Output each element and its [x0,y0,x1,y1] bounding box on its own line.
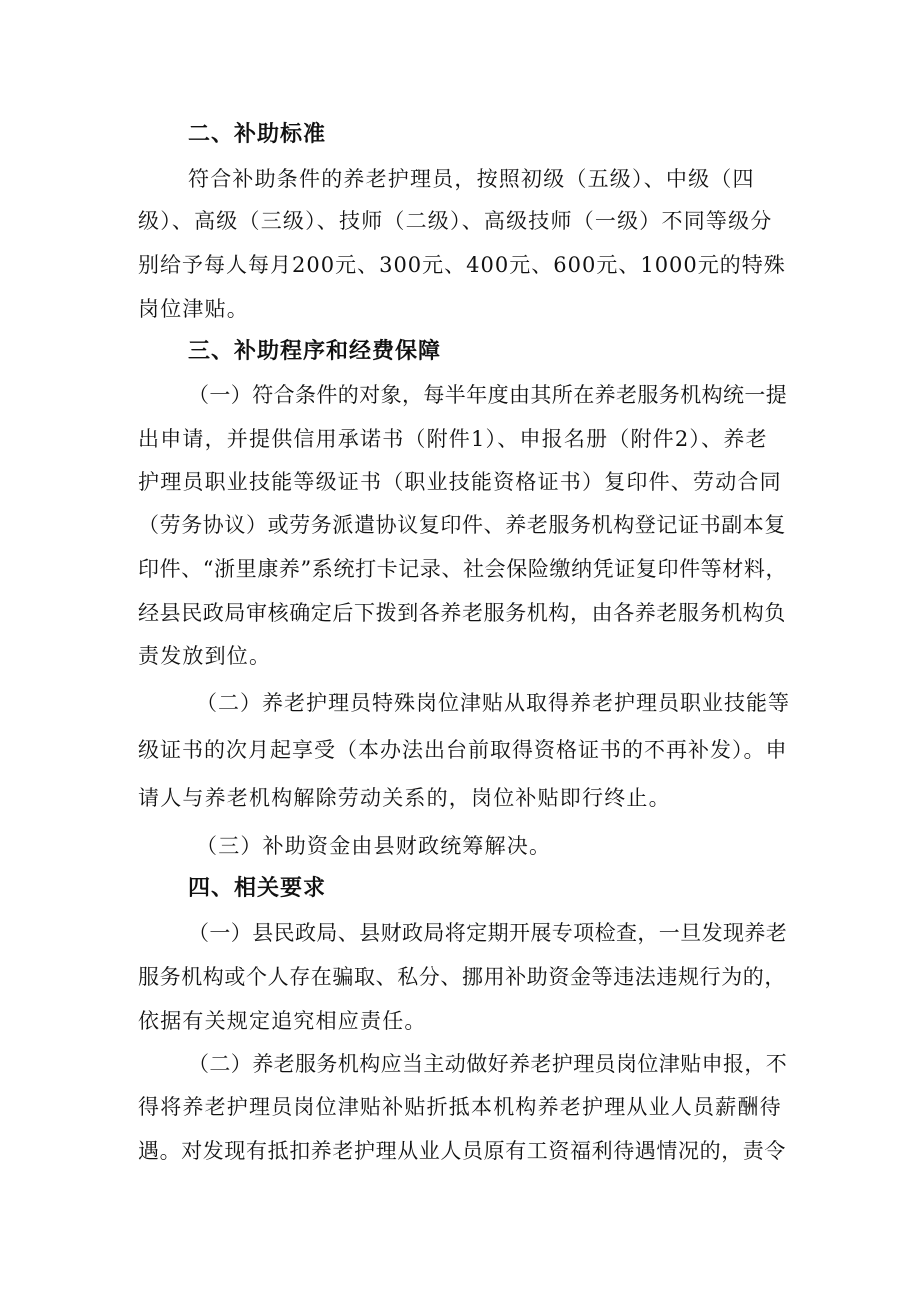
paragraph-line: 岗位津贴。 [138,297,249,321]
paragraph-line: 遇。对发现有抵扣养老护理从业人员原有工资福利待遇情况的，责令 [138,1139,786,1163]
paragraph-line: 出申请，并提供信用承诺书（附件1）、申报名册（附件2）、养老 [138,427,768,451]
section-heading-subsidy-standard: 二、补助标准 [188,122,327,147]
paragraph-line: 印件、“浙里康养”系统打卡记录、社会保险缴纳凭证复印件等材料， [138,557,788,581]
paragraph-line: 得将养老护理员岗位津贴补贴折抵本机构养老护理从业人员薪酬待 [138,1095,782,1119]
section-heading-procedure-funding: 三、补助程序和经费保障 [188,339,442,364]
section-heading-related-requirements: 四、相关要求 [188,876,327,901]
paragraph-line: （二）养老护理员特殊岗位津贴从取得养老护理员职业技能等 [196,691,790,715]
paragraph-line: （一）符合条件的对象，每半年度由其所在养老服务机构统一提 [188,383,788,407]
paragraph-line: 依据有关规定追究相应责任。 [138,1009,427,1033]
paragraph-line: （三）补助资金由县财政统筹解决。 [196,834,552,858]
paragraph-line: （一）县民政局、县财政局将定期开展专项检查，一旦发现养老 [188,921,788,945]
paragraph-line: 级证书的次月起享受（本办法出台前取得资格证书的不再补发）。申 [138,738,788,762]
paragraph-line: 符合补助条件的养老护理员，按照初级（五级）、中级（四 [188,167,755,191]
paragraph-line: 责发放到位。 [138,644,272,668]
paragraph-line: （劳务协议）或劳务派遣协议复印件、养老服务机构登记证书副本复 [138,513,786,537]
paragraph-line: 别给予每人每月200元、300元、400元、600元、1000元的特殊 [138,253,786,277]
paragraph-line: 经县民政局审核确定后下拨到各养老服务机构，由各养老服务机构负 [138,601,786,625]
paragraph-line: 级）、高级（三级）、技师（二级）、高级技师（一级）不同等级分 [138,209,773,233]
paragraph-line: 服务机构或个人存在骗取、私分、挪用补助资金等违法违规行为的， [138,965,786,989]
paragraph-line: 护理员职业技能等级证书（职业技能资格证书）复印件、劳动合同 [138,470,782,494]
paragraph-line: （二）养老服务机构应当主动做好养老护理员岗位津贴申报，不 [188,1052,788,1076]
paragraph-line: 请人与养老机构解除劳动关系的，岗位补贴即行终止。 [138,786,671,810]
